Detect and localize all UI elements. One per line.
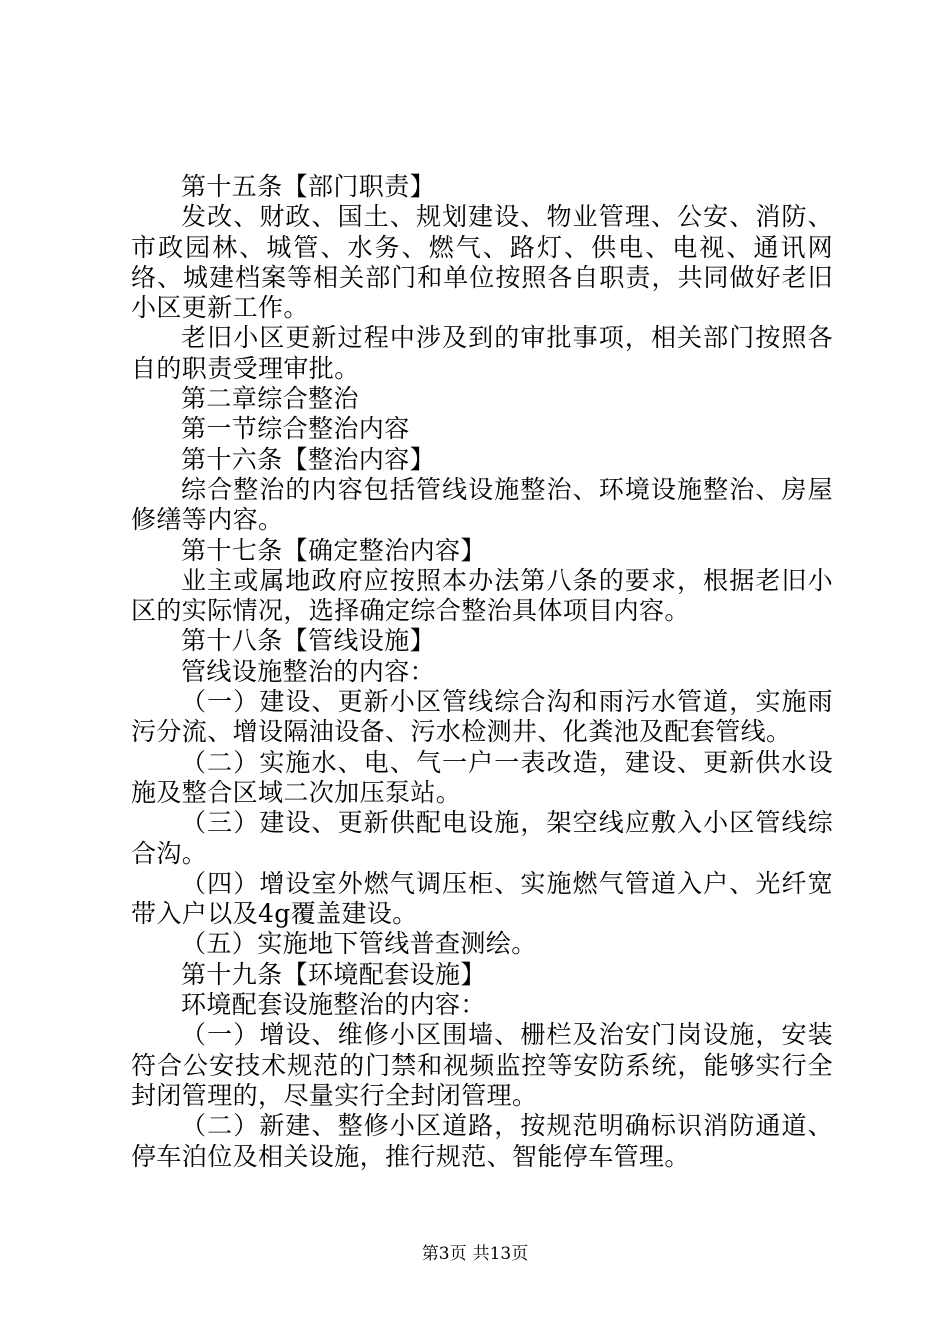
- section-heading: 第一节综合整治内容: [181, 414, 410, 444]
- page-total: 共13页: [472, 1244, 529, 1264]
- body-paragraph: 管线设施整治的内容：: [181, 656, 436, 686]
- document-body: [131, 172, 833, 1172]
- section-heading-article-18: 第十八条【管线设施】: [181, 626, 436, 656]
- section-heading-article-16: 第十六条【整治内容】: [181, 444, 436, 474]
- page-footer: [0, 1243, 950, 1265]
- page-number: 第3页: [421, 1244, 467, 1264]
- body-paragraph: 发改、财政、国土、规划建设、物业管理、公安、消防、市政园林、城管、水务、燃气、路灯、供电、电视、通讯网络、城建档案等相关部门和单位按照各自职责，共同做好老旧小区更新工作。: [131, 202, 833, 323]
- list-item: （二）新建、整修小区道路，按规范明确标识消防通道、停车泊位及相关设施，推行规范、智能停车管理。: [131, 1111, 833, 1171]
- list-item: （二）实施水、电、气一户一表改造，建设、更新供水设施及整合区域二次加压泵站。: [131, 747, 833, 807]
- body-paragraph: 综合整治的内容包括管线设施整治、环境设施整治、房屋修缮等内容。: [131, 474, 833, 535]
- list-item: （四）增设室外燃气调压柜、实施燃气管道入户、光纤宽带入户以及4g覆盖建设。: [131, 868, 833, 929]
- section-heading-article-17: 第十七条【确定整治内容】: [181, 535, 486, 565]
- section-heading-article-15: 第十五条【部门职责】: [181, 172, 436, 201]
- body-paragraph: 老旧小区更新过程中涉及到的审批事项，相关部门按照各自的职责受理审批。: [131, 323, 833, 383]
- list-item: （五）实施地下管线普查测绘。: [181, 929, 537, 959]
- chapter-heading: 第二章综合整治: [181, 384, 359, 414]
- body-paragraph: 业主或属地政府应按照本办法第八条的要求，根据老旧小区的实际情况，选择确定综合整治具体项目内容。: [131, 565, 833, 626]
- section-heading-article-19: 第十九条【环境配套设施】: [181, 959, 486, 989]
- list-item: （一）增设、维修小区围墙、栅栏及治安门岗设施，安装符合公安技术规范的门禁和视频监控等安防系统，能够实行全封闭管理的，尽量实行全封闭管理。: [131, 1020, 833, 1110]
- list-item: （一）建设、更新小区管线综合沟和雨污水管道，实施雨污分流、增设隔油设备、污水检测井、化粪池及配套管线。: [131, 687, 833, 747]
- list-item: （三）建设、更新供配电设施，架空线应敷入小区管线综合沟。: [131, 808, 833, 868]
- body-paragraph: 环境配套设施整治的内容：: [181, 990, 486, 1020]
